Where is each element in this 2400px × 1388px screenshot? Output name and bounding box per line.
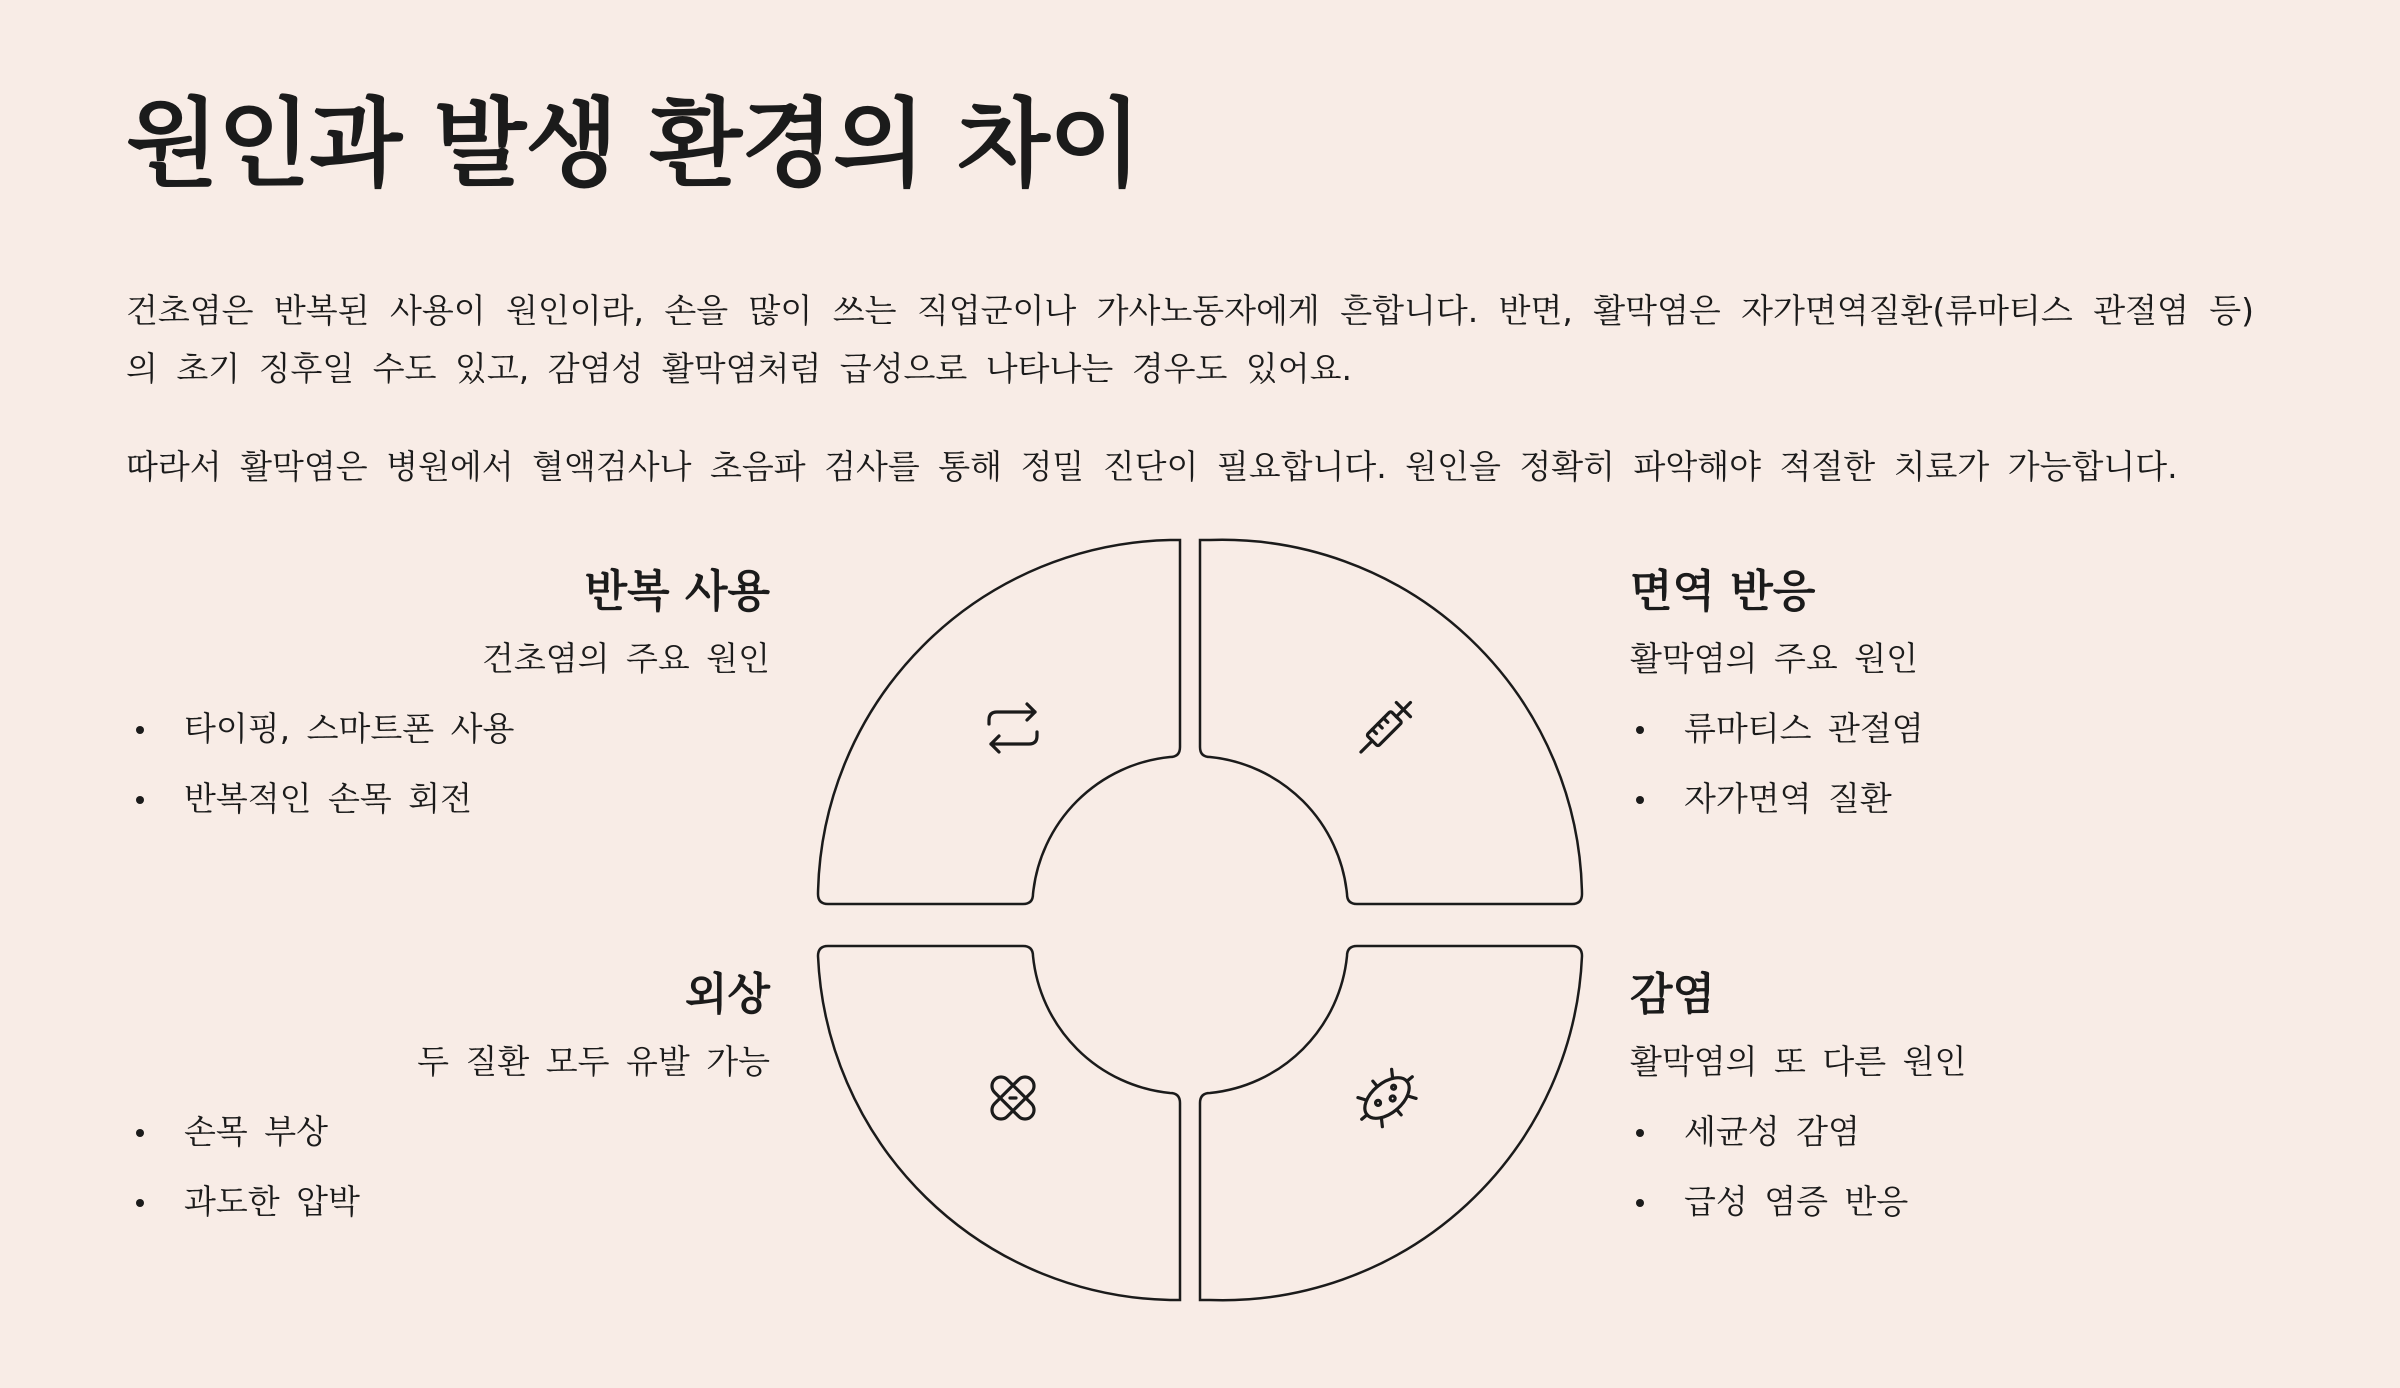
cause-title: 감염 xyxy=(1630,969,1716,1020)
cause-subtitle: 건초염의 주요 원인 xyxy=(481,639,770,678)
cause-title: 면역 반응 xyxy=(1630,566,1816,617)
list-item: 반복적인 손목 회전 xyxy=(130,776,770,822)
segment-trauma xyxy=(818,946,1180,1300)
cause-bullet-list xyxy=(1630,706,2270,822)
causes-ring-diagram xyxy=(810,530,1590,1310)
diagnosis-paragraph: 따라서 활막염은 병원에서 혈액검사나 초음파 검사를 통해 정밀 진단이 필요합니다. 원인을 정확히 파악해야 적절한 치료가 가능합니다. xyxy=(126,447,2178,486)
list-item: 자가면역 질환 xyxy=(1630,776,2270,822)
cause-title: 외상 xyxy=(684,969,770,1020)
cause-bullet-list xyxy=(130,1109,770,1225)
cause-bullet-list xyxy=(1630,1109,2270,1225)
list-item: 세균성 감염 xyxy=(1630,1109,2270,1155)
cause-subtitle: 활막염의 또 다른 원인 xyxy=(1630,1042,1967,1081)
segment-infection xyxy=(1200,946,1582,1300)
cause-title: 반복 사용 xyxy=(584,566,770,617)
cause-bullet-list xyxy=(130,706,770,822)
segment-repetitive-use xyxy=(818,540,1180,904)
intro-paragraph: 건초염은 반복된 사용이 원인이라, 손을 많이 쓰는 직업군이나 가사노동자에게 흔합니다. 반면, 활막염은 자가면역질환(류마티스 관절염 등)의 초기 징후일 수도 있고, 감염성 활막염처럼 급성으로 나타나는 경우도 있어요. xyxy=(126,291,2254,388)
list-item: 손목 부상 xyxy=(130,1109,770,1155)
cause-block-immune-response xyxy=(1630,562,2270,846)
segment-immune-response xyxy=(1200,540,1582,904)
list-item: 급성 염증 반응 xyxy=(1630,1179,2270,1225)
cause-block-infection xyxy=(1630,965,2270,1249)
list-item: 타이핑, 스마트폰 사용 xyxy=(130,706,770,752)
cause-subtitle: 활막염의 주요 원인 xyxy=(1630,639,1919,678)
page-title: 원인과 발생 환경의 차이 xyxy=(126,88,1141,200)
cause-block-repetitive-use xyxy=(130,562,770,846)
list-item: 류마티스 관절염 xyxy=(1630,706,2270,752)
cause-block-trauma xyxy=(130,965,770,1249)
cause-subtitle: 두 질환 모두 유발 가능 xyxy=(417,1042,770,1081)
list-item: 과도한 압박 xyxy=(130,1179,770,1225)
